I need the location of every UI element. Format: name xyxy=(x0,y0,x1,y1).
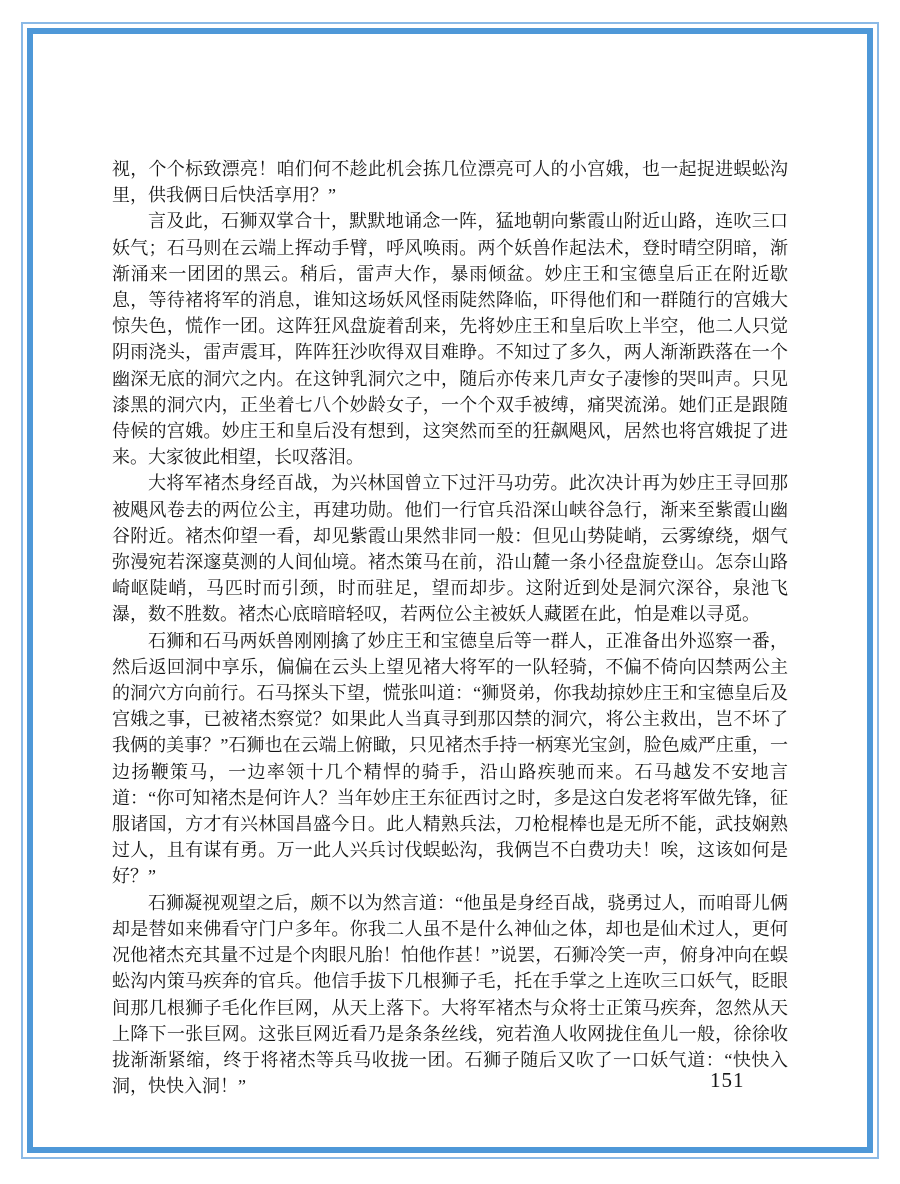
paragraph: 石狮和石马两妖兽刚刚擒了妙庄王和宝德皇后等一群人，正准备出外巡察一番，然后返回洞中享乐，偏偏在云头上望见褚大将军的一队轻骑，不偏不倚向囚禁两公主的洞穴方向前行。石马探头下望，慌张叫道：“狮贤弟，你我劫掠妙庄王和宝德皇后及宫娥之事，已被褚杰察觉？如果此人当真寻到那囚禁的洞穴，将公主救出，岂不坏了我俩的美事？”石狮也在云端上俯瞰，只见褚杰手持一柄寒光宝剑，脸色威严庄重，一边扬鞭策马，一边率领十几个精悍的骑手，沿山路疾驰而来。石马越发不安地言道：“你可知褚杰是何许人？当年妙庄王东征西讨之时，多是这白发老将军做先锋，征服诸国，方才有兴林国昌盛今日。此人精熟兵法，刀枪棍棒也是无所不能，武技娴熟过人，且有谋有勇。万一此人兴兵讨伐蜈蚣沟，我俩岂不白费功夫！唉，这该如何是好？” xyxy=(112,630,788,887)
paragraph: 大将军褚杰身经百战，为兴林国曾立下过汗马功劳。此次决计再为妙庄王寻回那被飓风卷去的两位公主，再建功勋。他们一行官兵沿深山峡谷急行，渐来至紫霞山幽谷附近。褚杰仰望一看，却见紫霞山果然非同一般：但见山势陡峭，云雾缭绕，烟气弥漫宛若深邃莫测的人间仙境。褚杰策马在前，沿山麓一条小径盘旋登山。怎奈山路崎岖陡峭，马匹时而引颈，时而驻足，望而却步。这附近到处是洞穴深谷，泉池飞瀑，数不胜数。褚杰心底暗暗轻叹，若两位公主被妖人藏匿在此，怕是难以寻觅。 xyxy=(112,473,788,625)
paragraph: 石狮凝视观望之后，颇不以为然言道：“他虽是身经百战，骁勇过人，而咱哥儿俩却是替如来佛看守门户多年。你我二人虽不是什么神仙之体，却也是仙术过人，更何况他褚杰充其量不过是个肉眼凡胎！怕他作甚！”说罢，石狮冷笑一声，俯身冲向在蜈蚣沟内策马疾奔的官兵。他信手拔下几根狮子毛，托在手掌之上连吹三口妖气，眨眼间那几根狮子毛化作巨网，从天上落下。大将军褚杰与众将士正策马疾奔，忽然从天上降下一张巨网。这张巨网近看乃是条条丝线，宛若渔人收网拢住鱼儿一般，徐徐收拢渐渐紧缩，终于将褚杰等兵马收拢一团。石狮子随后又吹了一口妖气道：“快快入洞，快快入洞！” xyxy=(112,892,788,1097)
text-block xyxy=(112,156,788,1099)
page-number: 151 xyxy=(710,1068,745,1092)
paragraph: 视，个个标致漂亮！咱们何不趁此机会拣几位漂亮可人的小宫娥，也一起捉进蜈蚣沟里，供我俩日后快活享用？” xyxy=(112,159,788,206)
paragraph: 言及此，石狮双掌合十，默默地诵念一阵，猛地朝向紫霞山附近山路，连吹三口妖气；石马则在云端上挥动手臂，呼风唤雨。两个妖兽作起法术，登时晴空阴暗，渐渐涌来一团团的黑云。稍后，雷声大作，暴雨倾盆。妙庄王和宝德皇后正在附近歇息，等待褚将军的消息，谁知这场妖风怪雨陡然降临，吓得他们和一群随行的宫娥大惊失色，慌作一团。这阵狂风盘旋着刮来，先将妙庄王和皇后吹上半空，他二人只觉阴雨浇头，雷声震耳，阵阵狂沙吹得双目难睁。不知过了多久，两人渐渐跌落在一个幽深无底的洞穴之内。在这钟乳洞穴之中，随后亦传来几声女子凄惨的哭叫声。只见漆黑的洞穴内，正坐着七八个妙龄女子，一个个双手被缚，痛哭流涕。她们正是跟随侍候的宫娥。妙庄王和皇后没有想到，这突然而至的狂飙飓风，居然也将宫娥捉了进来。大家彼此相望，长叹落泪。 xyxy=(112,211,788,468)
